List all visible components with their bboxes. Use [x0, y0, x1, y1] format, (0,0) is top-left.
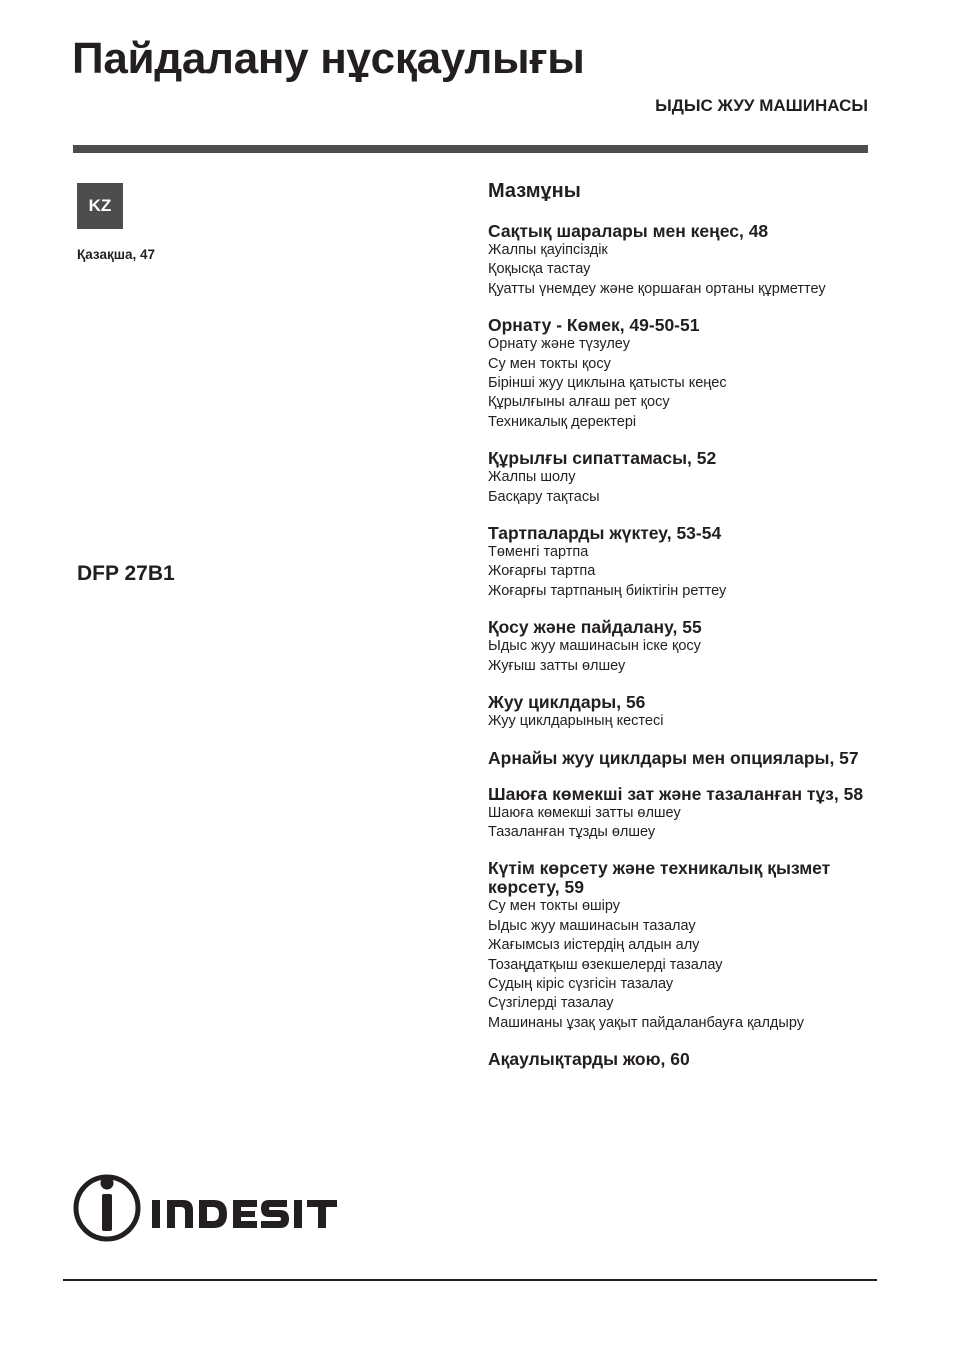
toc-item: Орнату және түзулеу: [488, 336, 630, 353]
toc-item: Тазаланған тұзды өлшеу: [488, 823, 656, 840]
toc-item: Жоғарғы тартпаның биіктігін реттеу: [488, 582, 727, 599]
toc-item: Тозаңдатқыш өзекшелерді тазалау: [488, 956, 723, 973]
toc-section: [488, 693, 888, 731]
toc-item: Бірінші жуу циклына қатысты кеңес: [488, 375, 727, 392]
table-of-contents: [488, 178, 888, 1086]
toc-section: [488, 316, 888, 432]
toc-item: Жалпы қауіпсіздік: [488, 242, 608, 258]
toc-section: [488, 524, 888, 601]
toc-item: Ыдыс жуу машинасын тазалау: [488, 917, 696, 934]
toc-item: Техникалық деректері: [488, 413, 637, 430]
toc-item: Жоғарғы тартпа: [488, 563, 596, 580]
toc-sections: [488, 222, 888, 1069]
toc-item: Жуу циклдарының кестесі: [488, 713, 664, 730]
header-divider: [73, 145, 868, 153]
indesit-logo: [72, 1170, 347, 1246]
toc-item: Шаюға көмекші затты өлшеу: [488, 804, 681, 821]
toc-section-title: Тартпаларды жүктеу, 53-54: [488, 523, 722, 544]
toc-item: Басқару тақтасы: [488, 488, 600, 505]
toc-item: Ыдыс жуу машинасын іске қосу: [488, 638, 701, 655]
toc-heading: Мазмұны: [488, 180, 581, 202]
toc-section: [488, 859, 888, 1033]
toc-section-title: Орнату - Көмек, 49-50-51: [488, 315, 700, 336]
toc-section: [488, 785, 888, 843]
toc-section: [488, 749, 888, 768]
language-label: Қазақша, 47: [77, 247, 155, 262]
toc-item: Су мен токты өшіру: [488, 898, 621, 915]
toc-item: Сүзгілерді тазалау: [488, 995, 614, 1012]
document-title: Пайдалану нұсқаулығы: [72, 34, 585, 83]
language-badge: KZ: [77, 183, 123, 229]
toc-section-title: Сақтық шаралары мен кеңес, 48: [488, 221, 769, 241]
toc-section-title: Ақаулықтарды жою, 60: [488, 1049, 690, 1070]
document-subtitle: ЫДЫС ЖУУ МАШИНАСЫ: [655, 96, 868, 115]
toc-item: Жуғыш затты өлшеу: [488, 657, 626, 674]
toc-item: Жалпы шолу: [488, 469, 576, 486]
toc-section-title: Шаюға көмекші зат және тазаланған тұз, 58: [488, 783, 864, 804]
toc-item: Қоқысқа тастау: [488, 261, 591, 278]
toc-item: Қуатты үнемдеу және қоршаған ортаны құрметтеу: [488, 280, 826, 297]
toc-item: Құрылғыны алғаш рет қосу: [488, 394, 670, 411]
toc-section-title: Жуу циклдары, 56: [488, 692, 646, 713]
toc-item: Судың кіріс сүзгісін тазалау: [488, 975, 674, 992]
toc-section: [488, 449, 888, 507]
toc-section-title: Арнайы жуу циклдары мен опциялары, 57: [488, 747, 859, 768]
model-number: DFP 27B1: [77, 562, 175, 585]
toc-item: Су мен токты қосу: [488, 355, 611, 372]
toc-section-title: Қосу және пайдалану, 55: [488, 617, 702, 638]
toc-item: Төменгі тартпа: [488, 544, 589, 561]
toc-section-title: Күтім көрсету және техникалық қызмет көрсету, 59: [488, 858, 831, 898]
toc-item: Машинаны ұзақ уақыт пайдаланбауға қалдыру: [488, 1014, 804, 1031]
toc-section-title: Құрылғы сипаттамасы, 52: [488, 448, 717, 469]
toc-section: [488, 222, 888, 299]
footer-divider: [63, 1279, 877, 1281]
toc-section: [488, 1050, 888, 1069]
toc-item: Жағымсыз иістердің алдын алу: [488, 937, 700, 954]
toc-section: [488, 618, 888, 676]
